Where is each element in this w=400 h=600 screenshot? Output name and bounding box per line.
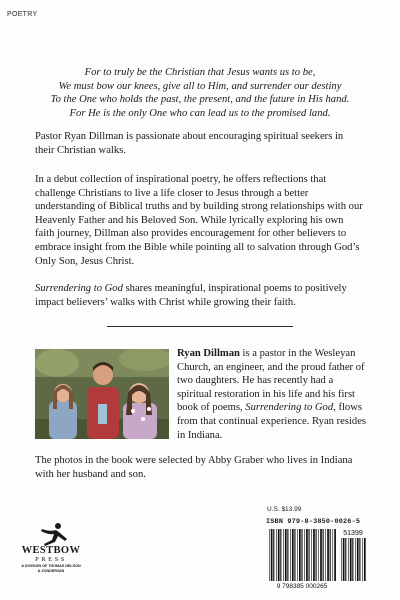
- author-name: Ryan Dillman: [177, 348, 240, 359]
- price-label: U.S. $13.99: [267, 506, 302, 513]
- summary-text: shares meaningful, inspirational poems to positively impact believers’ walks with Christ while growing their faith.: [35, 283, 347, 308]
- intro-paragraph: Pastor Ryan Dillman is passionate about encouraging spiritual seekers in their Christian walks.: [35, 131, 344, 156]
- verse-line: For He is the only One who can lead us to the promised land.: [69, 107, 331, 119]
- description-paragraph: In a debut collection of inspirational poetry, he offers reflections that challenge Christians to live a life closer to Jesus through a better understanding of Biblical truths and by building strong relationships with our Heavenly Father and his Beloved Son. While lyrically exploring his own faith journey, Dillman also provides encouragement for other believers to embrace insight from the Bible while pointing all to salvation through God’s Only Son, Jesus Christ.: [35, 174, 363, 267]
- summary-paragraph: [35, 282, 365, 309]
- publisher-press: PRESS: [35, 556, 67, 563]
- author-family-photo: [35, 349, 169, 439]
- category-label: POETRY: [7, 11, 38, 18]
- bio-text: is a pastor in the Wesleyan Church, an engineer, and the proud father of two daughters. He has recently had a spiritual restoration in his life and his first book of poems,: [177, 348, 365, 414]
- verse-line: We must bow our knees, give all to Him, and surrender our destiny: [58, 80, 342, 92]
- book-title-inline: Surrendering to God,: [245, 402, 336, 414]
- barcode: [266, 527, 370, 590]
- author-bio: [177, 347, 367, 442]
- leaping-figure-icon: [32, 522, 72, 546]
- isbn-label: ISBN 979-8-3850-0026-5: [266, 518, 361, 526]
- divider-rule: [107, 326, 293, 327]
- division-line: & ZONDERVAN: [37, 568, 65, 573]
- publisher-logo: [12, 522, 90, 592]
- addon-number: 51399: [343, 530, 363, 537]
- bio-text: flows from that continual experience. Ryan resides in Indiana.: [177, 402, 367, 441]
- division-line: A DIVISION OF THOMAS NELSON: [21, 564, 81, 568]
- verse-line: For to truly be the Christian that Jesus wants us to be,: [84, 67, 316, 78]
- photo-credit: The photos in the book were selected by Abby Graber who lives in Indiana with her husband and son.: [35, 455, 353, 480]
- publisher-name: WESTBOW: [21, 545, 81, 556]
- publisher-division: [12, 564, 90, 573]
- book-title-inline: Surrendering to God: [35, 283, 123, 294]
- verse-excerpt: [0, 66, 400, 120]
- verse-line: To the One who holds the past, the present, and the future in His hand.: [50, 94, 350, 106]
- barcode-number: 9 798385 000265: [276, 583, 328, 590]
